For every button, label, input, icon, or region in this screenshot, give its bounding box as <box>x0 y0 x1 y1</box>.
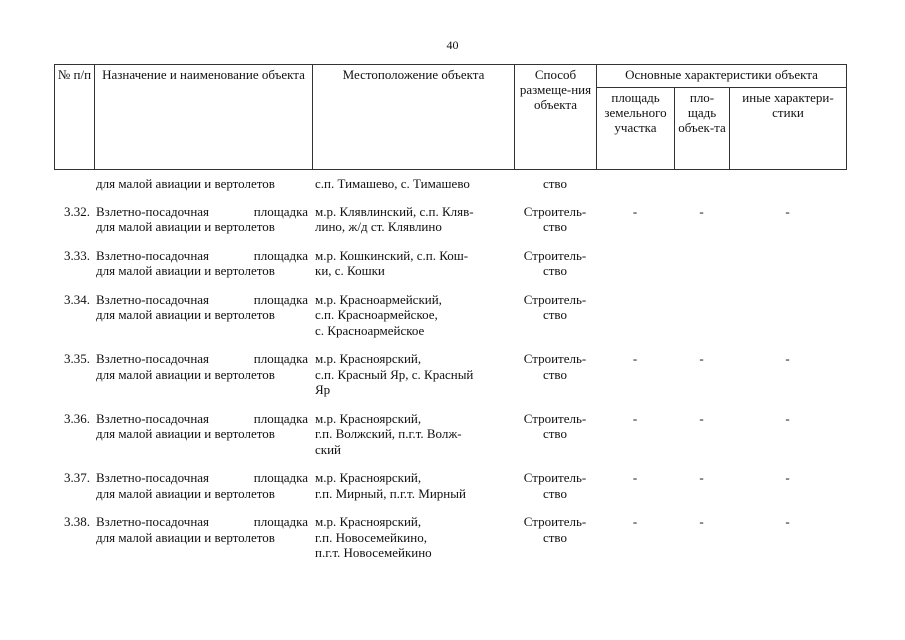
row-object-area <box>674 248 729 279</box>
row-name-line2: для малой авиации и вертолетов <box>96 307 275 322</box>
header-num: № п/п <box>55 65 95 170</box>
table-row <box>54 351 846 398</box>
row-method <box>514 204 596 235</box>
row-method-line1: Строитель- <box>523 203 587 219</box>
row-name <box>94 351 312 398</box>
row-location-line1: м.р. Красноармейский, <box>315 291 442 307</box>
row-other <box>729 248 846 279</box>
row-location <box>312 411 514 458</box>
row-method-line1: Строитель- <box>523 351 587 366</box>
row-method-line1: Строитель- <box>523 514 587 529</box>
table-row <box>54 411 846 458</box>
row-location-line2: г.п. Мирный, п.г.т. Мирный <box>315 485 466 501</box>
row-location <box>312 351 514 398</box>
row-location-line2: ки, с. Кошки <box>315 263 385 278</box>
row-location <box>312 248 514 279</box>
row-number: 3.34. <box>64 291 90 307</box>
row-name-line1: Взлетно-посадочная площадка <box>96 514 308 529</box>
row-land-area: - <box>632 470 638 485</box>
row-name-line1: Взлетно-посадочная площадка <box>96 247 308 263</box>
row-location-line1: м.р. Красноярский, <box>315 514 422 529</box>
row-method-line2: ство <box>542 307 567 322</box>
row-name <box>94 204 312 235</box>
row-method-line2: ство <box>542 529 567 545</box>
row-method-line1: Строитель- <box>523 470 587 485</box>
header-location: Местоположение объекта <box>313 65 515 170</box>
row-location-line2: г.п. Волжский, п.г.т. Волж- <box>315 426 462 441</box>
row-location <box>312 470 514 501</box>
row-name <box>94 514 312 561</box>
row-object-area: - <box>699 203 704 219</box>
rows-container <box>54 204 846 561</box>
row-other: - <box>785 514 790 529</box>
row-name-cont: для малой авиации и вертолетов <box>96 176 275 191</box>
row-name-line1: Взлетно-посадочная площадка <box>96 203 308 219</box>
row-name-line1: Взлетно-посадочная площадка <box>96 410 308 426</box>
row-number: 3.33. <box>64 247 90 263</box>
row-number: 3.36. <box>64 410 90 426</box>
row-method <box>514 514 596 561</box>
row-method-line1: Строитель- <box>523 410 587 426</box>
row-location <box>312 292 514 339</box>
row-number: 3.38. <box>64 514 90 529</box>
row-name-line2: для малой авиации и вертолетов <box>96 529 275 545</box>
row-location-line3: с. Красноармейское <box>315 322 425 338</box>
row-land-area: - <box>632 514 638 529</box>
row-name-line2: для малой авиации и вертолетов <box>96 366 275 382</box>
row-location <box>312 514 514 561</box>
table-row <box>54 514 846 561</box>
row-method <box>514 248 596 279</box>
table-row <box>54 248 846 279</box>
row-land-area: - <box>632 351 638 366</box>
header-name: Назначение и наименование объекта <box>95 65 313 170</box>
row-location-line3: ский <box>315 441 341 457</box>
table-body <box>54 176 846 574</box>
row-location <box>312 204 514 235</box>
row-method-line1: Строитель- <box>523 247 587 263</box>
row-location-line1: м.р. Клявлинский, с.п. Кляв- <box>315 203 474 219</box>
row-object-area: - <box>699 514 704 529</box>
row-land-area: - <box>632 203 638 219</box>
row-other: - <box>785 410 790 426</box>
row-land-area: - <box>632 410 638 426</box>
row-other: - <box>785 470 790 485</box>
row-other: - <box>785 203 790 219</box>
header-characteristics: Основные характеристики объекта <box>597 65 847 88</box>
row-name-line2: для малой авиации и вертолетов <box>96 219 275 234</box>
header-object-area: пло-щадь объек-та <box>675 88 730 170</box>
row-object-area: - <box>699 410 704 426</box>
row-method-line2: ство <box>542 426 567 441</box>
row-method <box>514 292 596 339</box>
row-number: 3.35. <box>64 351 90 366</box>
row-object-area: - <box>699 470 704 485</box>
row-name <box>94 248 312 279</box>
row-location-line1: м.р. Красноярский, <box>315 410 422 426</box>
row-name-line2: для малой авиации и вертолетов <box>96 485 275 501</box>
row-method-line1: Строитель- <box>523 291 587 307</box>
row-location-cont: с.п. Тимашево, с. Тимашево <box>315 176 470 191</box>
table-row <box>54 470 846 501</box>
row-location-line2: с.п. Красноармейское, <box>315 307 438 322</box>
row-location-line2: с.п. Красный Яр, с. Красный <box>315 366 474 382</box>
row-object-area: - <box>699 351 704 366</box>
row-location-line1: м.р. Красноярский, <box>315 470 422 485</box>
row-location-line3: п.г.т. Новосемейкино <box>315 545 432 560</box>
header-land-area: площадь земельного участка <box>597 88 675 170</box>
row-name <box>94 470 312 501</box>
row-other <box>729 292 846 339</box>
row-method-line2: ство <box>542 366 567 382</box>
row-method-line2: ство <box>542 219 567 234</box>
row-location-line2: лино, ж/д ст. Клявлино <box>315 219 442 234</box>
continuation-row <box>54 176 846 192</box>
row-method-line2: ство <box>542 485 567 501</box>
row-method-line2: ство <box>542 263 567 278</box>
row-number: 3.37. <box>64 470 90 485</box>
page-number: 40 <box>446 38 459 52</box>
row-name-line2: для малой авиации и вертолетов <box>96 263 275 278</box>
row-other: - <box>785 351 790 366</box>
header-other: иные характери-стики <box>730 88 847 170</box>
row-name-line2: для малой авиации и вертолетов <box>96 426 275 441</box>
row-number: 3.32. <box>64 203 90 219</box>
row-name-line1: Взлетно-посадочная площадка <box>96 470 308 485</box>
table-row <box>54 204 846 235</box>
row-method <box>514 351 596 398</box>
row-location-line3: Яр <box>315 382 331 397</box>
row-name <box>94 411 312 458</box>
row-name-line1: Взлетно-посадочная площадка <box>96 291 308 307</box>
row-name <box>94 292 312 339</box>
row-method <box>514 411 596 458</box>
table-header <box>54 64 847 170</box>
row-name-line1: Взлетно-посадочная площадка <box>96 351 308 366</box>
row-land-area <box>596 248 674 279</box>
row-object-area <box>674 292 729 339</box>
row-method <box>514 470 596 501</box>
row-location-line1: м.р. Кошкинский, с.п. Кош- <box>315 247 469 263</box>
row-method-cont: ство <box>542 176 567 191</box>
header-method: Способ размеще-ния объекта <box>515 65 597 170</box>
row-land-area <box>596 292 674 339</box>
row-location-line2: г.п. Новосемейкино, <box>315 529 427 545</box>
row-location-line1: м.р. Красноярский, <box>315 351 422 366</box>
table-row <box>54 292 846 339</box>
